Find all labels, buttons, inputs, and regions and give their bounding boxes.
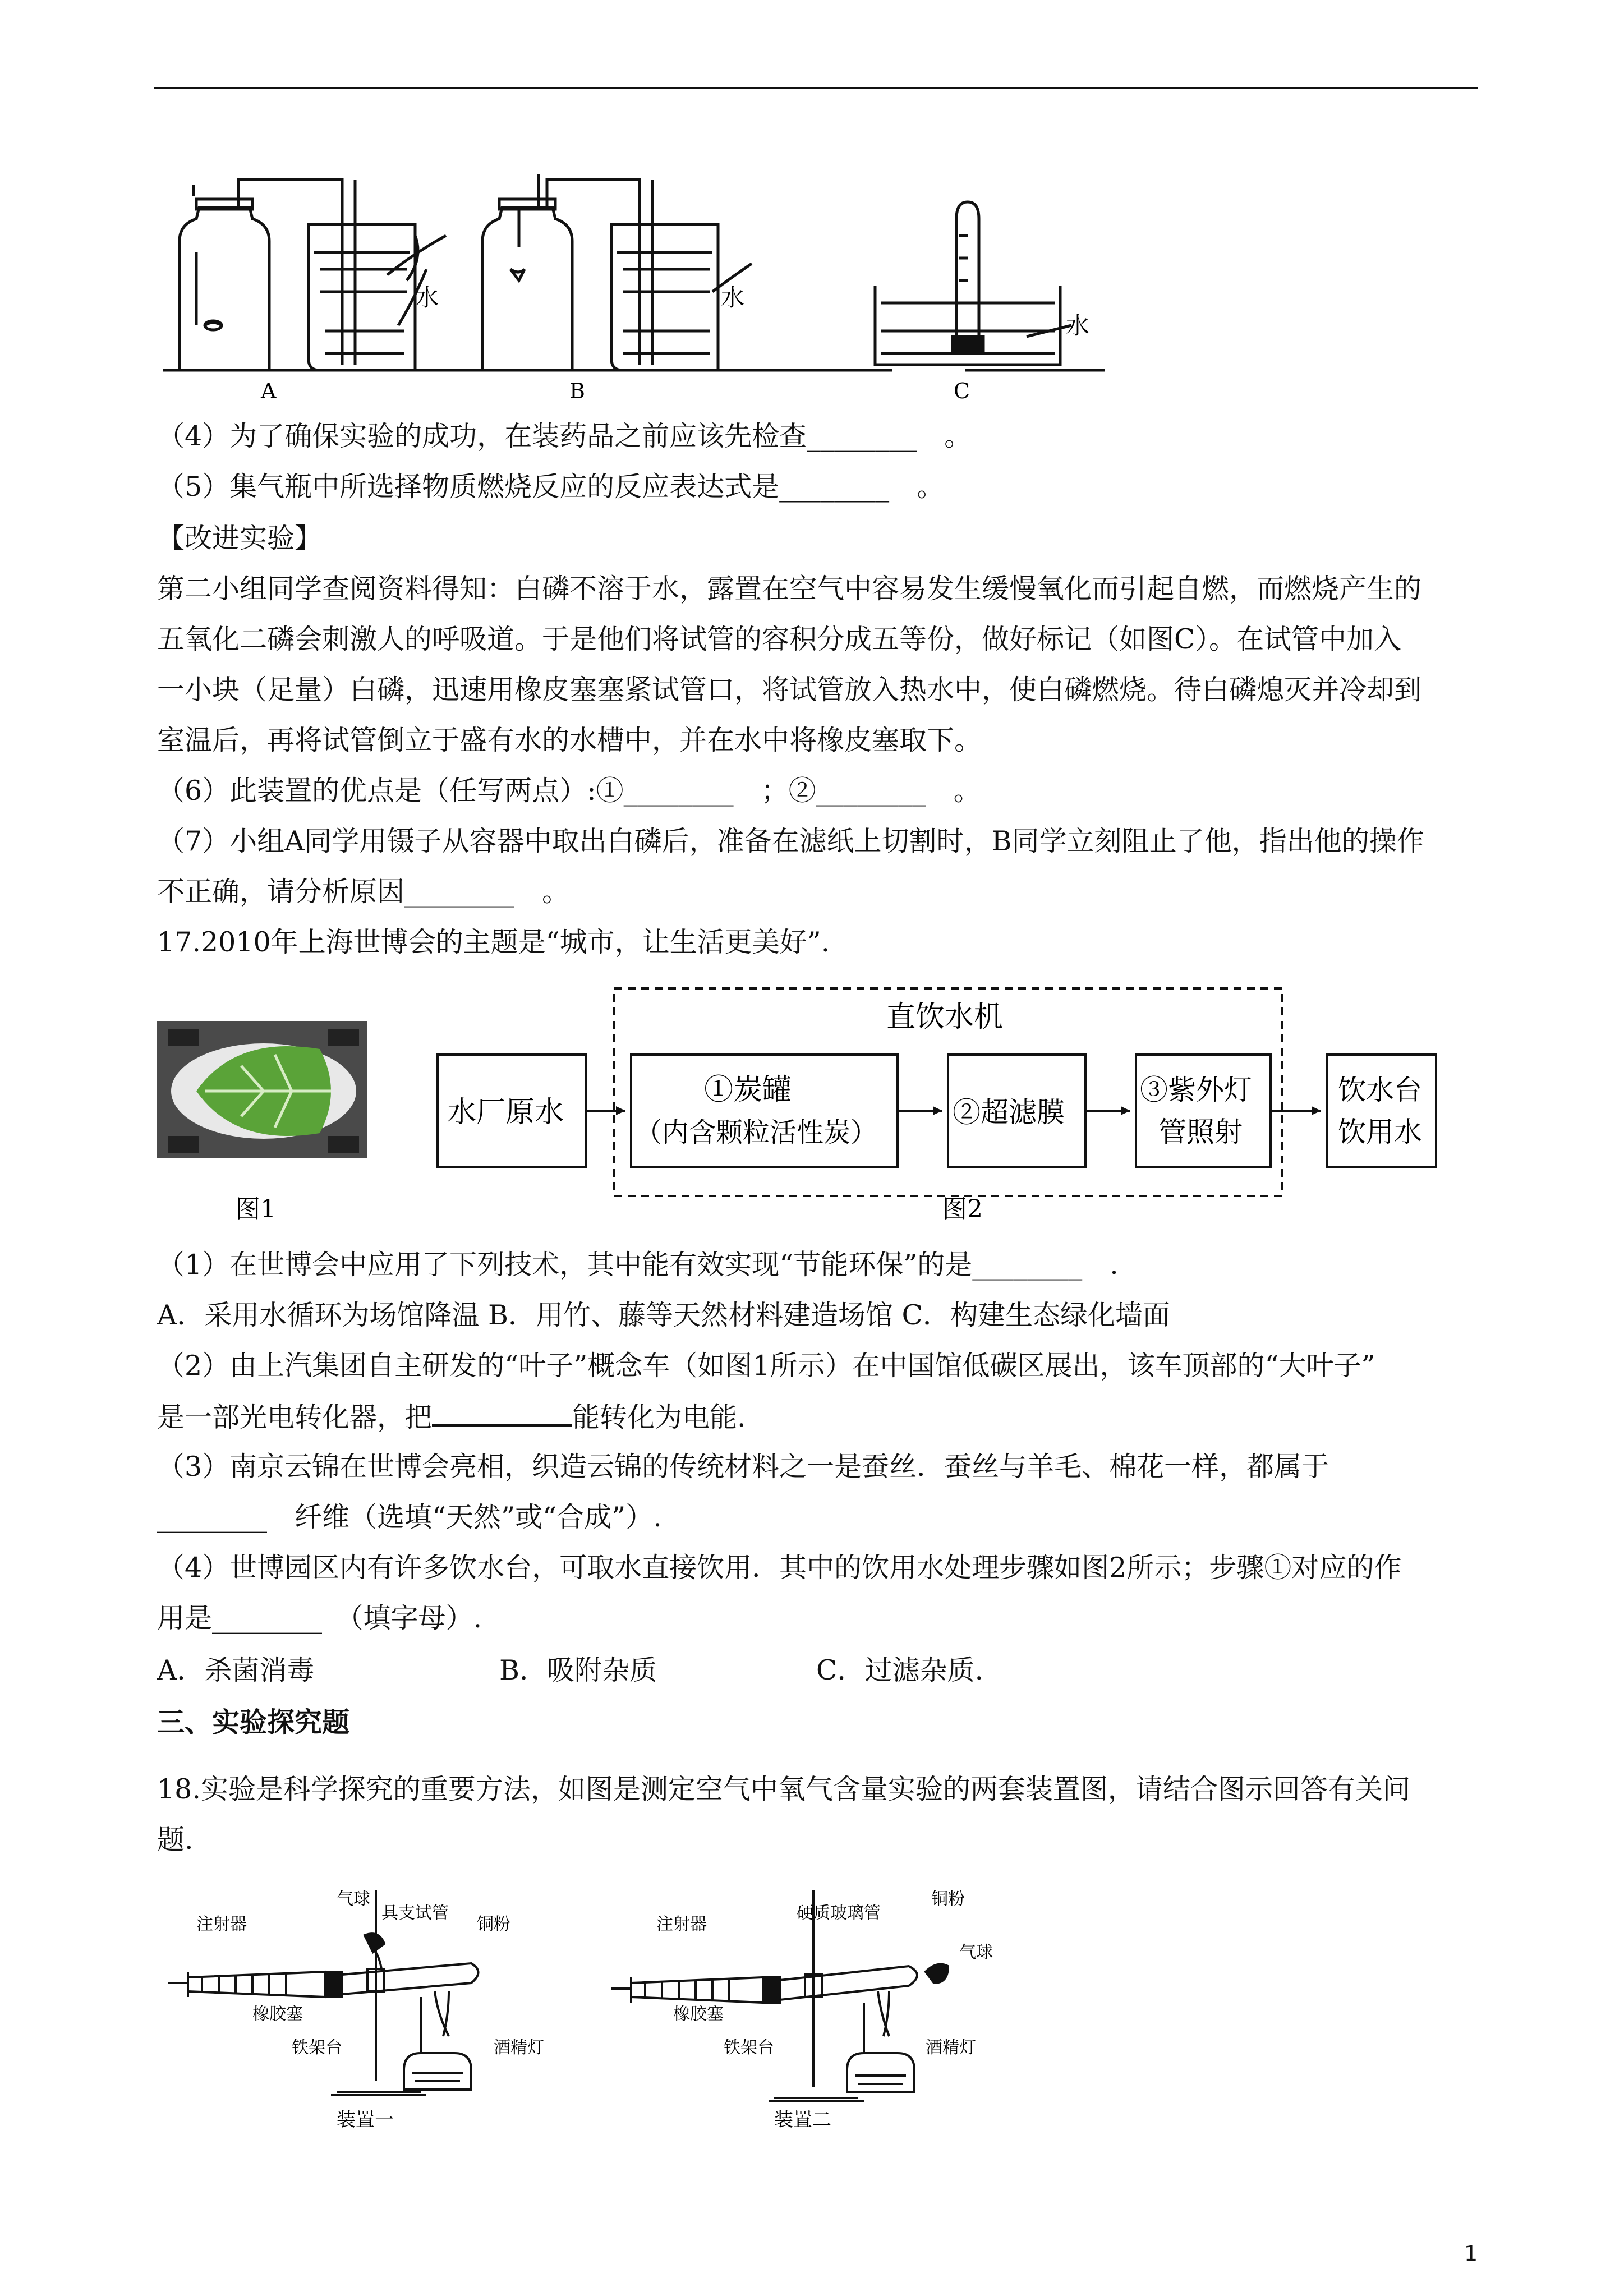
label-b: B — [569, 379, 585, 403]
caption-fig2: 图2 — [942, 1195, 983, 1223]
q17-p4-line1: （4）世博园区内有许多饮水台，可取水直接饮用．其中的饮用水处理步骤如图2所示；步骤①对应的作 — [157, 1552, 1402, 1584]
flow-box-raw-water: 水厂原水 — [447, 1096, 564, 1129]
label-a: A — [261, 379, 277, 403]
d1-stopper-label: 橡胶塞 — [252, 2004, 303, 2024]
d1-lamp-label: 酒精灯 — [494, 2038, 544, 2058]
q16-para-4: 室温后，再将试管倒立于盛有水的水槽中，并在水中将橡皮塞取下。 — [157, 724, 982, 756]
q16-p5: （5）集气瓶中所选择物质燃烧反应的反应表达式是________ 。 — [157, 471, 945, 503]
q17-p2-line1: （2）由上汽集团自主研发的“叶子”概念车（如图1所示）在中国馆低碳区展出，该车顶部的“大叶子” — [157, 1350, 1375, 1382]
d2-stand-label: 铁架台 — [724, 2038, 774, 2058]
d2-copper-label: 铜粉 — [931, 1889, 965, 1909]
flow-box-membrane: ②超滤膜 — [953, 1096, 1065, 1129]
q17-p4-option-c: C．过滤杂质. — [816, 1654, 984, 1686]
water-label-a: 水 — [415, 284, 439, 311]
water-label-c: 水 — [1066, 312, 1090, 339]
q17-p4-option-b: B．吸附杂质 — [499, 1654, 657, 1686]
section-improved-experiment: 【改进实验】 — [157, 522, 323, 554]
q18-apparatus-figure — [157, 1868, 1066, 2132]
flow-box-fountain-line2: 饮用水 — [1338, 1116, 1422, 1148]
q17-p2-post: 能转化为电能. — [572, 1401, 746, 1433]
flow-box-fountain-line1: 饮水台 — [1338, 1074, 1422, 1106]
q18-line2: 题. — [157, 1824, 194, 1856]
page-number: 1 — [1464, 2241, 1478, 2266]
q17-p1: （1）在世博会中应用了下列技术，其中能有效实现“节能环保”的是________ . — [157, 1249, 1119, 1281]
flow-box-carbon-line2: （内含颗粒活性炭） — [635, 1117, 878, 1148]
q16-p6: （6）此装置的优点是（任写两点）:①________ ；②________ 。 — [157, 775, 981, 807]
header-rule — [154, 87, 1478, 89]
q17-p2-pre: 是一部光电转化器，把 — [157, 1401, 433, 1433]
section-3-heading: 三、实验探究题 — [157, 1706, 350, 1738]
q17-p3-line1: （3）南京云锦在世博会亮相，织造云锦的传统材料之一是蚕丝．蚕丝与羊毛、棉花一样，都属于 — [157, 1451, 1329, 1483]
d2-lamp-label: 酒精灯 — [926, 2038, 976, 2058]
d1-caption: 装置一 — [337, 2109, 394, 2131]
q17-p4-option-a: A．杀菌消毒 — [157, 1654, 315, 1686]
label-c: C — [954, 379, 970, 403]
q17-figure — [151, 982, 1453, 1245]
q16-p7-line2: 不正确，请分析原因________ 。 — [157, 876, 570, 908]
flow-box-uv-line1: ③紫外灯 — [1140, 1074, 1252, 1106]
d1-balloon-label: 气球 — [337, 1889, 370, 1909]
d2-tube-label: 硬质玻璃管 — [797, 1903, 881, 1923]
q17-p3-line2: ________ 纤维（选填“天然”或“合成”）. — [157, 1501, 662, 1533]
q16-para-2: 五氧化二磷会刺激人的呼吸道。于是他们将试管的容积分成五等份，做好标记（如图C）。在试管中加入 — [157, 623, 1401, 655]
flow-box-uv-line2: 管照射 — [1158, 1116, 1243, 1148]
d1-tube-label: 具支试管 — [381, 1903, 449, 1923]
apparatus-abc-figure — [151, 163, 1116, 404]
d1-copper-label: 铜粉 — [477, 1915, 510, 1934]
d2-stopper-label: 橡胶塞 — [673, 2004, 724, 2024]
q16-p7-line1: （7）小组A同学用镊子从容器中取出白磷后，准备在滤纸上切割时，B同学立刻阻止了他，指出他的操作 — [157, 825, 1424, 857]
q17-p4-line2: 用是________ （填字母）. — [157, 1602, 482, 1634]
leaf-car-photo — [157, 1021, 367, 1158]
q16-para-1: 第二小组同学查阅资料得知：白磷不溶于水，露置在空气中容易发生缓慢氧化而引起自燃，而燃烧产生的 — [157, 573, 1422, 605]
water-label-b: 水 — [721, 284, 745, 311]
d1-syringe-label: 注射器 — [196, 1915, 247, 1934]
q17-p1-options: A．采用水循环为场馆降温 B．用竹、藤等天然材料建造场馆 C．构建生态绿化墙面 — [157, 1299, 1171, 1331]
q16-para-3: 一小块（足量）白磷，迅速用橡皮塞塞紧试管口，将试管放入热水中，使白磷燃烧。待白磷熄灭并冷却到 — [157, 674, 1422, 706]
d2-balloon-label: 气球 — [959, 1943, 993, 1962]
q17-title: 17.2010年上海世博会的主题是“城市，让生活更美好”. — [157, 926, 830, 958]
d1-stand-label: 铁架台 — [292, 2038, 342, 2058]
q17-p2-line2 — [157, 1400, 746, 1434]
flow-box-carbon-line1: ①炭罐 — [704, 1073, 792, 1107]
answer-blank[interactable] — [432, 1400, 572, 1427]
d2-syringe-label: 注射器 — [656, 1915, 707, 1934]
q18-line1: 18.实验是科学探究的重要方法，如图是测定空气中氧气含量实验的两套装置图，请结合图示回答有关问 — [157, 1773, 1410, 1805]
caption-fig1: 图1 — [236, 1195, 276, 1223]
q16-p4: （4）为了确保实验的成功，在装药品之前应该先检查________ 。 — [157, 420, 972, 452]
flow-dashed-title: 直饮水机 — [886, 1000, 1004, 1034]
d2-caption: 装置二 — [774, 2109, 831, 2131]
